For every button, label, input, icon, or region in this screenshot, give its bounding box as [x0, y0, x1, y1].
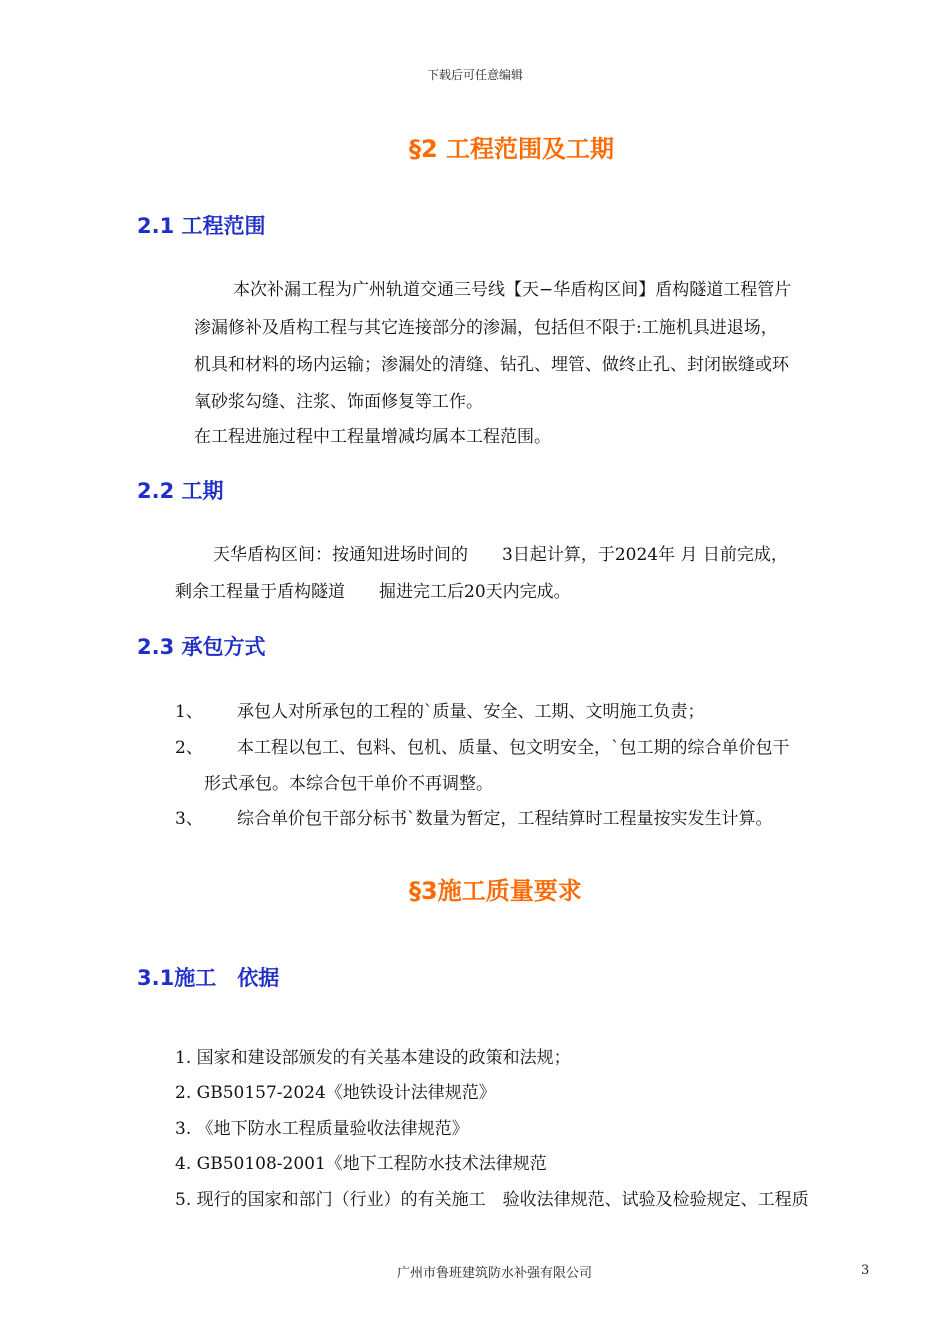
- basis-item: 1. 国家和建设部颁发的有关基本建设的政策和法规；: [175, 1048, 571, 1068]
- basis-item: 2. GB50157-2024《地铁设计法律规范》: [175, 1083, 496, 1103]
- basis-item: 5. 现行的国家和部门（行业）的有关施工 验收法律规范、试验及检验规定、工程质: [175, 1190, 809, 1210]
- list-item-text: 本工程以包工、包料、包机、质量、包文明安全，`包工期的综合单价包干: [237, 738, 790, 758]
- paragraph-line: 天华盾构区间：按通知进场时间的 3日起计算，于2024年 月 日前完成，: [213, 545, 788, 565]
- section-2-title: §2 工程范围及工期: [409, 135, 615, 163]
- section-3-title: §3施工质量要求: [409, 877, 582, 905]
- paragraph-line: 机具和材料的场内运输；渗漏处的清缝、钻孔、埋管、做终止孔、封闭嵌缝或环: [194, 355, 789, 375]
- page-number: 3: [861, 1263, 870, 1278]
- heading-2-1: 2.1 工程范围: [137, 214, 266, 238]
- heading-2-3: 2.3 承包方式: [137, 635, 266, 659]
- heading-2-2: 2.2 工期: [137, 479, 224, 503]
- list-item-number: 3、: [175, 809, 203, 829]
- header-note: 下载后可任意编辑: [426, 68, 523, 82]
- footer-company: 广州市鲁班建筑防水补强有限公司: [397, 1266, 593, 1281]
- list-item-continuation: 形式承包。本综合包干单价不再调整。: [204, 774, 493, 794]
- paragraph-line: 氧砂浆勾缝、注浆、饰面修复等工作。: [194, 392, 483, 412]
- paragraph-line: 渗漏修补及盾构工程与其它连接部分的渗漏，包括但不限于:工施机具进退场，: [194, 318, 778, 338]
- list-item-number: 1、: [175, 702, 203, 722]
- paragraph-line: 剩余工程量于盾构隧道 掘进完工后20天内完成。: [175, 582, 571, 602]
- paragraph-line: 本次补漏工程为广州轨道交通三号线【天−华盾构区间】盾构隧道工程管片: [233, 280, 792, 300]
- basis-item: 3. 《地下防水工程质量验收法律规范》: [175, 1119, 469, 1139]
- basis-item: 4. GB50108-2001《地下工程防水技术法律规范: [175, 1154, 547, 1174]
- paragraph-line: 在工程进施过程中工程量增减均属本工程范围。: [194, 427, 551, 447]
- list-item-text: 承包人对所承包的工程的`质量、安全、工期、文明施工负责；: [237, 702, 705, 722]
- list-item-text: 综合单价包干部分标书`数量为暂定，工程结算时工程量按实发生计算。: [237, 809, 773, 829]
- list-item-number: 2、: [175, 738, 203, 758]
- heading-3-1: 3.1施工 依据: [137, 966, 280, 990]
